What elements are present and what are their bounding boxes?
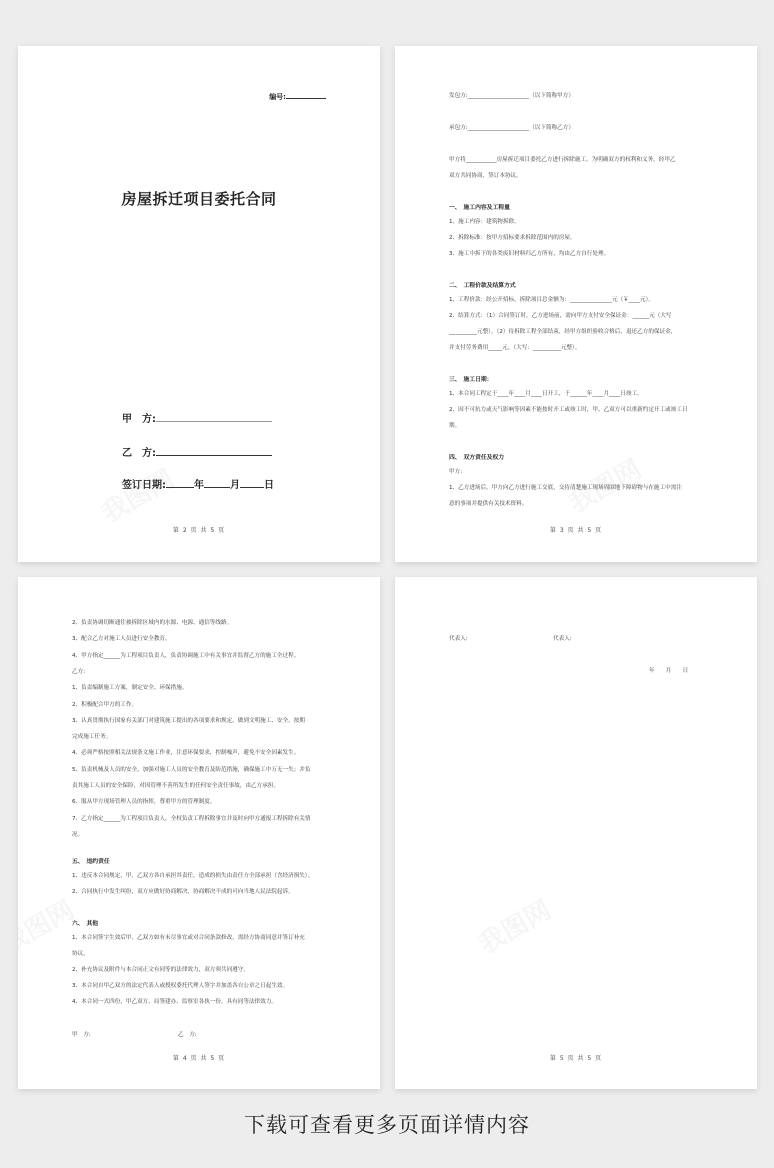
paragraph-line: 1、乙方进场后，甲方向乙方进行施工交底，交待清楚施工现场周围地下障碍物与在施工中需注 — [449, 485, 682, 491]
paragraph-line: 2、拆除标准：按甲方招标要求拆除范围内的房屋。 — [449, 235, 576, 241]
paragraph-line: 甲方将___________房屋拆迁项目委托乙方进行拆除施工。为明确双方的权利和义务，经甲乙 — [449, 157, 676, 163]
section-heading: 一、 施工内容及工程量 — [449, 205, 510, 211]
party-b-label: 乙 方: — [178, 1032, 197, 1038]
paragraph-line: 3、本合同自甲乙双方的法定代表人或授权委托代理人签字并加盖各自公章之日起生效。 — [72, 983, 289, 989]
paragraph-line: 5、负责机械及人员的安全，加强对施工人员的安全教育及防范措施，确保施工中万无一失；并负 — [72, 766, 311, 773]
party-a-label: 甲 方: — [122, 414, 156, 425]
paragraph-line: 2、合同执行中发生纠纷，双方应做好协商解决，协商解决不成的可向当地人民法院起诉。 — [72, 889, 294, 895]
representative-a-label: 代表人: — [449, 636, 468, 642]
representative-b-label: 代表人: — [553, 636, 572, 642]
contract-number — [269, 92, 326, 102]
paragraph-line: 4、本合同一式四份，甲乙双方、局签建办、监察室各执一份，具有同等法律效力。 — [72, 999, 277, 1005]
section-heading: 三、 施工日期： — [449, 377, 493, 383]
document-page-3 — [18, 577, 380, 1089]
paragraph-line: 7、乙方指定______为工程项目负责人，全权负责工程拆除事宜并及时向甲方通报工程拆除有关情 — [72, 815, 311, 822]
party-a-label: 甲 方: — [72, 1032, 91, 1038]
paragraph-line: 2、因不可抗力或天气影响等因素不能按时开工或竣工时，甲、乙双方可以重新约定开工或竣工日 — [449, 407, 688, 413]
paragraph-line: 1、施工内容：建筑物拆除。 — [449, 219, 520, 225]
paragraph-line: 6、服从甲方现场管理人员的指挥，尊重甲方的管理制度。 — [72, 799, 216, 806]
paragraph-line: 1、本合同工程定于____年____月____日开工，于______年____月____日竣工。 — [449, 391, 643, 397]
page-footer: 第 5 页 共 5 页 — [549, 1055, 603, 1062]
contract-number-label: 编号: — [269, 93, 286, 101]
paragraph-line: 1、负责编制施工方案，制定安全、环保措施。 — [72, 685, 188, 692]
paragraph-line: 双方共同协商，签订本协议。 — [449, 173, 522, 179]
paragraph-line: 乙方: — [72, 668, 86, 675]
paragraph-line: 2、负责协调切断通往被拆除区域内的水源、电源、通信等线路。 — [72, 620, 233, 626]
page-footer: 第 4 页 共 5 页 — [172, 1055, 226, 1062]
year-label: 年 — [194, 480, 204, 491]
party-a-blank — [156, 411, 272, 422]
paragraph-line: 意的事项并提供有关技术资料。 — [449, 501, 528, 507]
paragraph-line: 协议。 — [72, 951, 89, 957]
party-b-label: 乙 方: — [122, 448, 156, 459]
section-heading: 二、 工程价款及结算方式 — [449, 283, 516, 289]
paragraph-line: 4、甲方指定______为工程项目负责人，负责协调施工中有关事宜并监督乙方的施工全过程。 — [72, 652, 300, 659]
document-page-4 — [395, 577, 757, 1089]
paragraph-line: 况。 — [72, 831, 84, 838]
paragraph-line: 完成施工任务。 — [72, 734, 112, 741]
paragraph-line: 责其施工人员的安全保险，对因管理不善所发生的任何安全责任事故，由乙方承担。 — [72, 783, 279, 789]
paragraph-line: 3、认真贯彻执行国家有关部门对建筑施工提出的各项要求和规定，做到文明施工、安全，按期 — [72, 717, 305, 724]
page-footer: 第 2 页 共 5 页 — [172, 527, 226, 534]
paragraph-line: 3、施工中拆下的各类废旧材料归乙方所有，均由乙方自行处理。 — [449, 251, 610, 257]
paragraph-line: 2、结算方式：（1）合同签订时，乙方进场前，需向甲方支付安全保证金：______元（大写 — [449, 313, 672, 319]
watermark — [94, 459, 180, 530]
month-label: 月 — [230, 480, 240, 491]
paragraph-line: 并支付劳务费用_____元。（大写：__________元整）。 — [449, 345, 581, 351]
paragraph-line: 期。 — [449, 423, 461, 429]
paragraph-line: 3、配合乙方对施工人员进行安全教育。 — [72, 636, 171, 643]
contractor-a-line: 发包方:______________________（以下简称甲方） — [449, 93, 574, 99]
watermark — [18, 890, 80, 961]
paragraph-line: 1、本合同签字生效后甲、乙双方如有未尽事宜或对合同条款修改，需经方协商同意并签订补充 — [72, 935, 305, 941]
download-caption[interactable]: 下载可查看更多页面详情内容 — [244, 1113, 530, 1137]
sign-date-label: 签订日期: — [122, 480, 166, 491]
paragraph-line: 2、补充协议及附件与本合同正文有同等的法律效力，双方须共同遵守。 — [72, 967, 249, 973]
section-heading: 五、 违约责任 — [72, 859, 110, 865]
section-heading: 四、 双方责任及权力 — [449, 455, 505, 461]
document-page-2 — [395, 46, 757, 562]
paragraph-line: __________元整）。（2）待拆除工程全部结束，经甲方组织验收合格后，退还乙方的保证金， — [449, 329, 677, 335]
party-b-blank — [156, 445, 272, 456]
contractor-b-line: 承包方:______________________（以下简称乙方） — [449, 125, 574, 131]
signature-date: 年 月 日 — [649, 668, 689, 674]
section-heading: 六、 其他 — [72, 921, 99, 927]
paragraph-line: 4、必须严格按照相关法规条文施工作业，注意环保要求，控制噪声，避免不安全因素发生。 — [72, 750, 300, 757]
paragraph-line: 1、违反本合同规定，甲、乙双方各自承担其责任，造成的损失由责任方全部承担（含经济损失）。 — [72, 873, 314, 879]
day-label: 日 — [264, 480, 274, 491]
paragraph-line: 1、工程价款：经公开招标，拆除项目总金额为：_______________元（￥____元）。 — [449, 297, 654, 303]
page-footer: 第 3 页 共 5 页 — [549, 527, 603, 534]
document-title: 房屋拆迁项目委托合同 — [121, 190, 277, 208]
contract-number-blank — [286, 92, 326, 99]
document-page-cover — [18, 46, 380, 562]
party-b-line — [122, 444, 272, 459]
party-a-line — [122, 410, 272, 425]
paragraph-line: 甲方: — [449, 469, 463, 475]
sign-date-line — [122, 476, 274, 491]
paragraph-line: 2、积极配合甲方的工作。 — [72, 701, 138, 708]
watermark — [471, 890, 557, 961]
